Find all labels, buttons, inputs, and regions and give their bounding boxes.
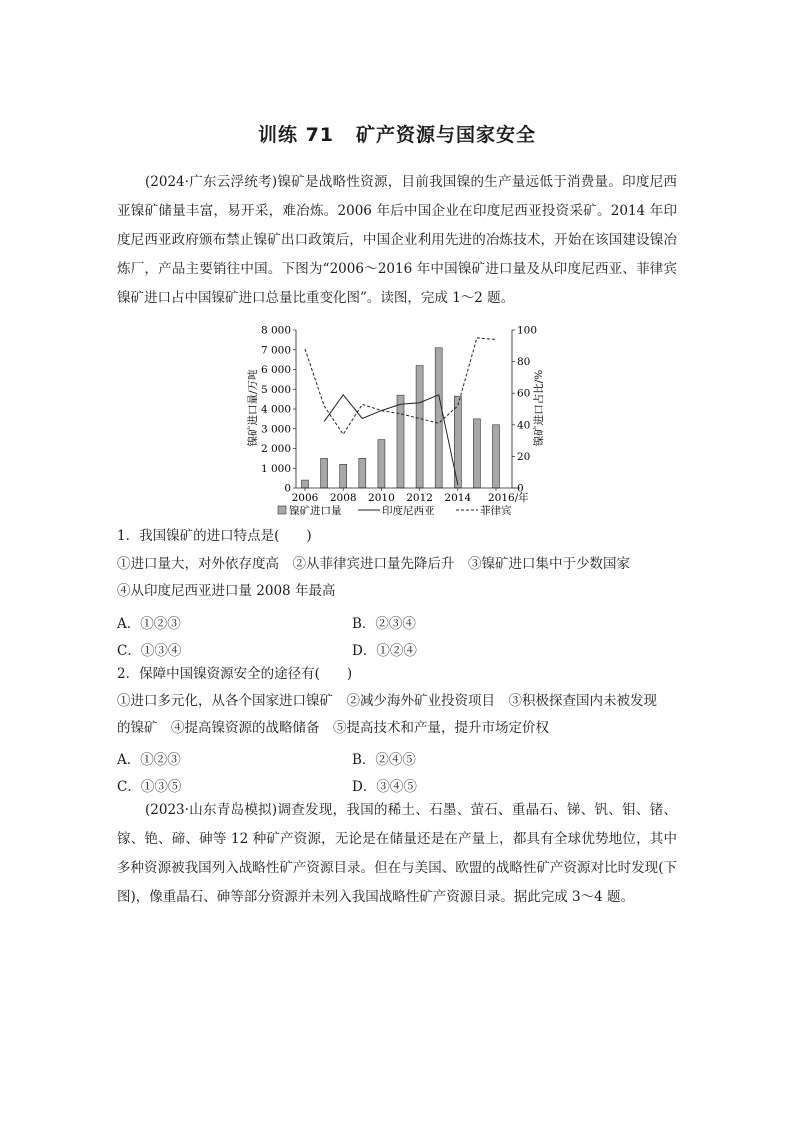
intro-paragraph-1: (2024·广东云浮统考)镍矿是战略性资源，目前我国镍的生产量远低于消费量。印度尼西亚镍矿储量丰富，易开采，难冶炼。2006 年后中国企业在印度尼西亚投资采矿。2014 年印度尼西亚政府颁布禁止镍矿出口政策后，中国企业利用先进的冶炼技术，开始在该国建设镍冶炼厂，产品主要销往中国。下图为“2006～2016 年中国镍矿进口量及从印度尼西亚、菲律宾镍矿进口占中国镍矿进口总量比重变化图”。读图，完成 1～2 题。 xyxy=(117,174,677,306)
question-1-statement: ④从印度尼西亚进口量 2008 年最高 xyxy=(117,583,336,599)
x-tick-label: 2016/年 xyxy=(488,492,529,504)
y-left-label: 镍矿进口量/万吨 xyxy=(247,369,259,447)
option-c[interactable]: C．①③④ xyxy=(117,643,182,659)
x-tick-label: 2006 xyxy=(291,492,319,504)
option-d[interactable]: D．①②④ xyxy=(352,643,417,659)
y-right-tick-label: 0 xyxy=(517,482,524,495)
legend-bar-label: 镍矿进口量 xyxy=(289,505,342,517)
page-title xyxy=(0,120,794,147)
bar xyxy=(473,419,480,488)
option-c[interactable]: C．①③⑤ xyxy=(117,779,182,795)
bar xyxy=(493,425,500,488)
y-left-tick-label: 4 000 xyxy=(260,403,291,416)
legend-bar-swatch xyxy=(278,506,286,514)
legend xyxy=(278,504,512,517)
question-2-stem: 2．保障中国镍资源安全的途径有( ) xyxy=(117,666,353,682)
y-right-tick-label: 40 xyxy=(517,419,531,432)
y-left-tick-label: 1 000 xyxy=(260,462,291,475)
bar xyxy=(302,480,309,488)
bar xyxy=(435,348,442,488)
bar xyxy=(321,458,328,488)
y-right-tick-label: 100 xyxy=(517,324,538,337)
x-tick-label: 2008 xyxy=(329,492,357,504)
x-tick-label: 2012 xyxy=(406,492,433,504)
question-1-statement: ①进口量大，对外依存度高 ②从菲律宾进口量先降后升 ③镍矿进口集中于少数国家 xyxy=(117,556,630,572)
option-b[interactable]: B．②④⑤ xyxy=(352,752,416,768)
y-right-tick-label: 20 xyxy=(517,450,531,463)
y-left-tick-label: 5 000 xyxy=(260,383,291,396)
y-left-tick-label: 3 000 xyxy=(260,423,291,436)
bar xyxy=(416,366,423,488)
option-d[interactable]: D．③④⑤ xyxy=(352,779,417,795)
intro-paragraph-2: (2023·山东青岛模拟)调查发现，我国的稀土、石墨、萤石、重晶石、锑、钒、钼、锗、镓、铯、碲、砷等 12 种矿产资源，无论是在储量还是在产量上，都具有全球优势地位，其中多种资源被我国列入战略性矿产资源目录。但在与美国、欧盟的战略性矿产资源对比时发现(下图)，像重晶石、砷等部分资源并未列入我国战略性矿产资源目录。据此完成 3～4 题。 xyxy=(117,802,677,905)
option-a[interactable]: A．①②③ xyxy=(117,616,181,632)
question-2-statement: 的镍矿 ④提高镍资源的战略储备 ⑤提高技术和产量，提升市场定价权 xyxy=(117,720,549,736)
y-right-tick-label: 60 xyxy=(517,387,531,400)
option-a[interactable]: A．①②③ xyxy=(117,752,181,768)
bar xyxy=(340,464,347,488)
option-b[interactable]: B．②③④ xyxy=(352,616,416,632)
y-right-tick-label: 80 xyxy=(517,356,531,369)
y-left-tick-label: 8 000 xyxy=(260,324,291,337)
y-right-label: 镍矿进口占比/% xyxy=(533,369,545,447)
question-2-statement: ①进口多元化，从各个国家进口镍矿 ②减少海外矿业投资项目 ③积极探查国内未被发现 xyxy=(117,693,657,709)
bar xyxy=(378,440,385,488)
title-text: 矿产资源与国家安全 xyxy=(356,124,537,146)
legend-solid-label: 印度尼西亚 xyxy=(382,505,435,517)
y-left-tick-label: 7 000 xyxy=(260,344,291,357)
x-tick-label: 2010 xyxy=(368,492,395,504)
nickel-import-chart xyxy=(240,320,560,520)
bar xyxy=(359,458,366,488)
bar xyxy=(397,395,404,488)
x-tick-label: 2014 xyxy=(444,492,472,504)
y-left-tick-label: 6 000 xyxy=(260,364,291,376)
y-left-tick-label: 0 xyxy=(284,482,291,495)
legend-dashed-label: 菲律宾 xyxy=(480,505,512,517)
title-number: 训练 71 xyxy=(257,124,335,146)
question-1-stem: 1．我国镍矿的进口特点是( ) xyxy=(117,528,312,544)
y-left-tick-label: 2 000 xyxy=(260,443,291,455)
